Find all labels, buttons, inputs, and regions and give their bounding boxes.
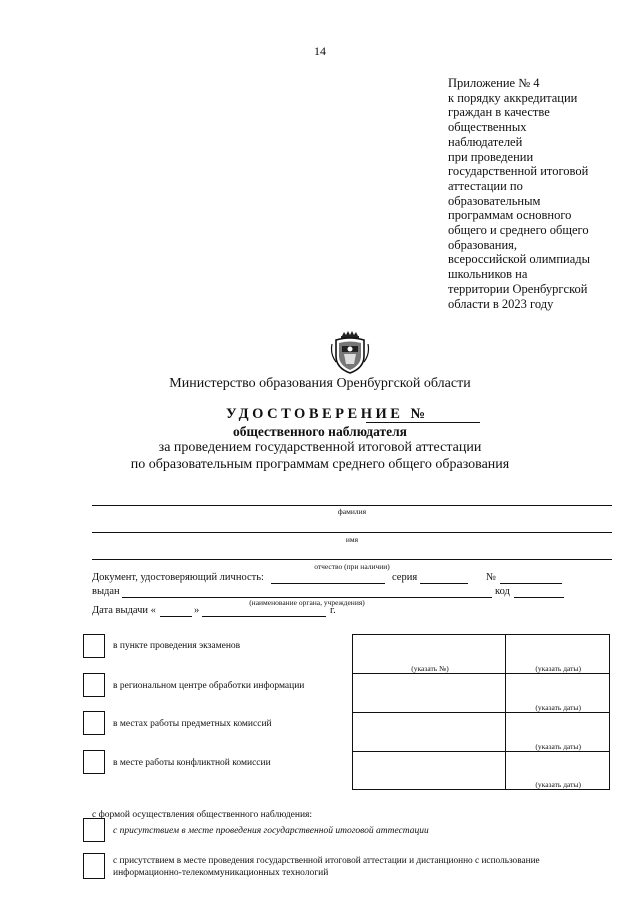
appendix-line: территории Оренбургской xyxy=(448,281,588,296)
appendix-line: всероссийской олимпиады xyxy=(448,252,591,267)
appendix-line: общественных xyxy=(448,120,527,135)
patronymic-caption: отчество (при наличии) xyxy=(314,562,390,571)
observation-presence-checkbox[interactable] xyxy=(83,818,105,842)
ministry-name: Министерство образования Оренбургской области xyxy=(169,376,471,391)
observation-presence-label: с присутствием в месте проведения государственной итоговой аттестации xyxy=(113,826,429,836)
table-row-cell xyxy=(353,752,506,790)
table-row-cell xyxy=(353,713,506,752)
option-checkbox-exam-point[interactable] xyxy=(83,634,105,658)
appendix-line: общего и среднего общего xyxy=(448,223,589,238)
appendix-line: образовательным xyxy=(448,193,541,208)
appendix-line: Приложение № 4 xyxy=(448,76,540,90)
observation-remote-label-line2: информационно-телекоммуникационных технологий xyxy=(113,868,329,878)
patronymic-field[interactable] xyxy=(92,559,612,560)
code-label: код xyxy=(495,586,510,597)
surname-field[interactable] xyxy=(92,505,612,506)
issue-day-field[interactable] xyxy=(160,616,192,617)
page-number: 14 xyxy=(314,44,326,58)
year-suffix: г. xyxy=(330,605,336,616)
table-row-cell xyxy=(353,674,506,713)
code-field[interactable] xyxy=(514,597,564,598)
certificate-number-field[interactable] xyxy=(366,422,480,423)
observation-remote-label-line1: с присутствием в месте проведения государственной итоговой аттестации и дистанционно с использование xyxy=(113,856,540,866)
series-field[interactable] xyxy=(420,583,468,584)
issue-date-label: Дата выдачи « xyxy=(92,605,156,616)
subject-commissions-dates-cell[interactable] xyxy=(506,713,610,752)
name-field[interactable] xyxy=(92,532,612,533)
issued-by-label: выдан xyxy=(92,586,120,597)
observation-form-heading: с формой осуществления общественного наблюдения: xyxy=(92,810,313,820)
option-label-exam-point: в пункте проведения экзаменов xyxy=(113,641,241,651)
appendix-line: программам основного xyxy=(448,208,572,223)
id-document-label: Документ, удостоверяющий личность: xyxy=(92,572,264,583)
observation-remote-checkbox[interactable] xyxy=(83,853,105,879)
option-label-regional-center: в региональном центре обработки информации xyxy=(113,681,305,691)
specify-dates-caption: (указать даты) xyxy=(535,664,581,673)
option-checkbox-subject-commissions[interactable] xyxy=(83,711,105,735)
appendix-line: аттестации по xyxy=(448,178,523,193)
certificate-line-3: по образовательным программам среднего общего образования xyxy=(130,457,510,472)
id-document-field[interactable] xyxy=(271,583,385,584)
option-checkbox-regional-center[interactable] xyxy=(83,673,105,697)
specify-number-caption: (указать №) xyxy=(411,664,449,673)
appendix-line: образования, xyxy=(448,237,518,252)
details-table xyxy=(352,634,610,790)
issue-month-year-field[interactable] xyxy=(202,616,326,617)
appendix-header xyxy=(448,76,628,311)
issue-date-quote-close: » xyxy=(194,605,200,616)
certificate-title: УДОСТОВЕРЕНИЕ № xyxy=(226,406,429,422)
appendix-line: наблюдателей xyxy=(448,134,523,149)
certificate-subtitle: общественного наблюдателя xyxy=(233,424,407,439)
surname-caption: фамилия xyxy=(337,507,367,516)
appendix-line: при проведении xyxy=(448,149,534,164)
certificate-line-2: за проведением государственной итоговой аттестации xyxy=(158,440,482,455)
regional-center-dates-cell[interactable] xyxy=(506,674,610,713)
option-label-conflict-commission: в месте работы конфликтной комиссии xyxy=(113,758,271,768)
appendix-line: школьников на xyxy=(448,267,528,282)
appendix-line: области в 2023 году xyxy=(448,296,554,311)
number-field[interactable] xyxy=(500,583,562,584)
appendix-line: государственной итоговой xyxy=(448,164,589,179)
specify-dates-caption: (указать даты) xyxy=(535,742,581,751)
exam-point-dates-cell[interactable] xyxy=(506,635,610,674)
option-checkbox-conflict-commission[interactable] xyxy=(83,750,105,774)
name-caption: имя xyxy=(345,535,359,544)
exam-point-number-cell[interactable] xyxy=(353,635,506,674)
orenburg-coat-of-arms-icon xyxy=(330,330,370,374)
option-label-subject-commissions: в местах работы предметных комиссий xyxy=(113,719,272,729)
number-label: № xyxy=(486,572,497,583)
specify-dates-caption: (указать даты) xyxy=(535,703,581,712)
specify-dates-caption: (указать даты) xyxy=(535,780,581,789)
series-label: серия xyxy=(392,572,418,583)
appendix-line: к порядку аккредитации xyxy=(448,90,578,105)
conflict-commission-dates-cell[interactable] xyxy=(506,752,610,790)
issuer-caption: (наименование органа, учреждения) xyxy=(249,598,365,607)
appendix-line: граждан в качестве xyxy=(448,105,550,120)
